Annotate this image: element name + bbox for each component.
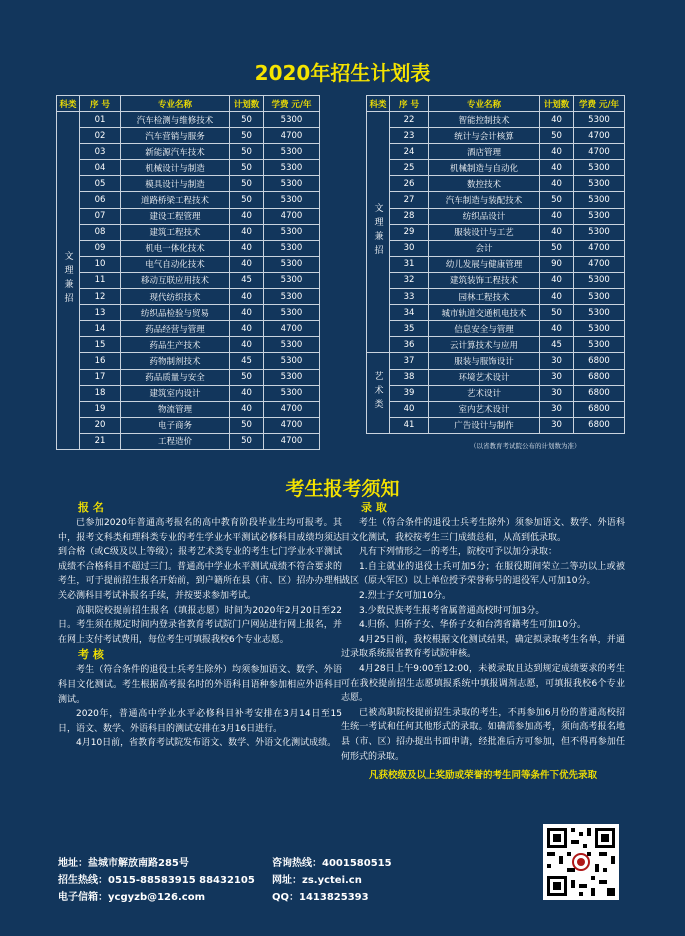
quota-cell: 30 (540, 369, 574, 385)
fee-cell: 5300 (264, 240, 320, 256)
plan-footnote: （以省教育考试院公布的计划数为准） (470, 442, 581, 450)
major-cell: 模具设计与制造 (121, 176, 230, 192)
quota-cell: 50 (230, 369, 264, 385)
quota-cell: 40 (540, 289, 574, 305)
major-cell: 城市轨道交通机电技术 (429, 305, 540, 321)
quota-cell: 45 (540, 337, 574, 353)
number-cell: 08 (80, 224, 121, 240)
fee-cell: 5300 (574, 321, 625, 337)
bonus-item: 4.归侨、归侨子女、华侨子女和台湾省籍考生可加10分。 (359, 620, 587, 631)
quota-cell: 30 (540, 401, 574, 417)
fee-cell: 5300 (574, 160, 625, 176)
hotline-value[interactable]: 0515-88583915 88432105 (108, 875, 255, 886)
table-row (367, 224, 625, 240)
number-cell: 01 (80, 112, 121, 128)
fee-cell: 6800 (574, 353, 625, 369)
quota-cell: 50 (540, 128, 574, 144)
quota-cell: 40 (230, 224, 264, 240)
number-cell: 20 (80, 417, 121, 433)
email-label: 电子信箱： (58, 892, 108, 903)
table-row (367, 272, 625, 288)
major-cell: 酒店管理 (429, 144, 540, 160)
fee-cell: 5300 (574, 337, 625, 353)
number-cell: 04 (80, 160, 121, 176)
number-cell: 36 (390, 337, 429, 353)
major-cell: 建筑室内设计 (121, 385, 230, 401)
qq-value[interactable]: 1413825393 (299, 892, 369, 903)
number-cell: 14 (80, 321, 121, 337)
major-cell: 新能源汽车技术 (121, 144, 230, 160)
major-cell: 服装与服饰设计 (429, 353, 540, 369)
quota-cell: 40 (540, 112, 574, 128)
table-row (57, 401, 320, 417)
consult-label: 咨询热线： (272, 858, 322, 869)
registration-paragraph: 已参加2020年普通高考报名的高中教育阶段毕业生均可报考。其中，报考文科类和理科类专业的考生学业水平测试必修科目成绩均须达到合格（或C级及以上等级）；报考艺术类专业的考生七门学业水平测试成绩不合格科目不超过三门。普通高中学业水平测试成绩不符合要求的考生，可于提前招生报名开始前，到户籍所在县（市、区）招办办理相关必测科目考试补报名手续，并按要求参加考试。 (58, 518, 342, 601)
admission-paragraph: 凡有下列情形之一的考生，院校可予以加分录取： (359, 547, 558, 558)
major-cell: 信息安全与管理 (429, 321, 540, 337)
table-row (57, 144, 320, 160)
table-row (367, 256, 625, 272)
address-label: 地址： (58, 858, 88, 869)
major-cell: 数控技术 (429, 176, 540, 192)
quota-cell: 40 (540, 272, 574, 288)
fee-cell: 6800 (574, 401, 625, 417)
category-cell (367, 353, 390, 433)
address-value: 盐城市解放南路285号 (88, 858, 189, 869)
number-cell: 10 (80, 256, 121, 272)
number-cell: 15 (80, 337, 121, 353)
number-cell: 19 (80, 401, 121, 417)
table-row (57, 433, 320, 449)
fee-cell: 4700 (264, 208, 320, 224)
major-cell: 机电一体化技术 (121, 240, 230, 256)
number-cell: 37 (390, 353, 429, 369)
col-header-quota: 计划数 (540, 96, 574, 112)
table-row (367, 240, 625, 256)
major-cell: 会计 (429, 240, 540, 256)
quota-cell: 45 (230, 353, 264, 369)
major-cell: 服装设计与工艺 (429, 224, 540, 240)
major-cell: 云计算技术与应用 (429, 337, 540, 353)
number-cell: 02 (80, 128, 121, 144)
fee-cell: 5300 (574, 305, 625, 321)
quota-cell: 50 (230, 112, 264, 128)
quota-cell: 40 (230, 337, 264, 353)
fee-cell: 5300 (264, 337, 320, 353)
number-cell: 13 (80, 305, 121, 321)
major-cell: 汽车营销与服务 (121, 128, 230, 144)
major-cell: 汽车制造与装配技术 (429, 192, 540, 208)
quota-cell: 50 (230, 176, 264, 192)
col-header-major: 专业名称 (429, 96, 540, 112)
fee-cell: 5300 (264, 160, 320, 176)
major-cell: 药品生产技术 (121, 337, 230, 353)
col-header-category: 科类 (57, 96, 80, 112)
fee-cell: 5300 (264, 256, 320, 272)
quota-cell: 50 (230, 433, 264, 449)
number-cell: 25 (390, 160, 429, 176)
major-cell: 电气自动化技术 (121, 256, 230, 272)
fee-cell: 4700 (574, 128, 625, 144)
table-row (57, 417, 320, 433)
number-cell: 27 (390, 192, 429, 208)
table-row (57, 160, 320, 176)
table-row (367, 128, 625, 144)
quota-cell: 50 (230, 192, 264, 208)
table-row (57, 353, 320, 369)
major-cell: 园林工程技术 (429, 289, 540, 305)
table-row (57, 224, 320, 240)
category-label: 文理兼招 (372, 202, 383, 259)
email-value[interactable]: ycgyzb@126.com (108, 892, 205, 903)
table-row (367, 144, 625, 160)
quota-cell: 50 (540, 240, 574, 256)
major-cell: 广告设计与制作 (429, 417, 540, 433)
table-row (57, 305, 320, 321)
major-cell: 环境艺术设计 (429, 369, 540, 385)
major-cell: 统计与会计核算 (429, 128, 540, 144)
fee-cell: 5300 (264, 224, 320, 240)
major-cell: 室内艺术设计 (429, 401, 540, 417)
fee-cell: 5300 (264, 369, 320, 385)
quota-cell: 30 (540, 385, 574, 401)
table-row (57, 321, 320, 337)
table-row (367, 369, 625, 385)
fee-cell: 4700 (574, 144, 625, 160)
fee-cell: 5300 (574, 208, 625, 224)
assessment-paragraph: 4月10日前，省教育考试院发布语文、数学、外语文化测试成绩。 (76, 738, 337, 749)
col-header-quota: 计划数 (230, 96, 264, 112)
priority-highlight: 凡获校级及以上奖励或荣誉的考生同等条件下优先录取 (368, 770, 597, 782)
category-label: 艺术类 (372, 370, 383, 413)
quota-cell: 50 (540, 305, 574, 321)
hotline-label: 招生热线： (58, 875, 108, 886)
major-cell: 建筑工程技术 (121, 224, 230, 240)
notice-title: 考生报考须知 (285, 478, 400, 500)
table-row (367, 289, 625, 305)
admission-paragraph: 4月25日前，我校根据文化测试结果，确定拟录取考生名单，并通过录取系统报省教育考试院审核。 (341, 634, 625, 660)
col-header-number: 序 号 (390, 96, 429, 112)
quota-cell: 40 (230, 208, 264, 224)
table-row (57, 256, 320, 272)
major-cell: 物流管理 (121, 401, 230, 417)
major-cell: 药品经营与管理 (121, 321, 230, 337)
fee-cell: 5300 (574, 272, 625, 288)
table-row (367, 112, 625, 128)
notice-left-column (58, 500, 342, 751)
table-row (57, 369, 320, 385)
quota-cell: 30 (540, 353, 574, 369)
fee-cell: 4700 (574, 240, 625, 256)
quota-cell: 50 (230, 160, 264, 176)
major-cell: 药物制剂技术 (121, 353, 230, 369)
number-cell: 03 (80, 144, 121, 160)
number-cell: 11 (80, 272, 121, 288)
table-row (57, 272, 320, 288)
fee-cell: 4700 (264, 417, 320, 433)
table-row (367, 160, 625, 176)
major-cell: 药品质量与安全 (121, 369, 230, 385)
table-row (57, 385, 320, 401)
admission-paragraph: 已被高职院校提前招生录取的考生，不再参加6月份的普通高校招生统一考试和任何其他形式的录取。如确需参加高考，须向高考报名地县（市、区）招办提出书面申请，经批准后方可参加，但不得再参加任何形式的录取。 (341, 707, 625, 762)
number-cell: 23 (390, 128, 429, 144)
web-label: 网址： (272, 875, 302, 886)
table-row (57, 112, 320, 128)
fee-cell: 5300 (574, 289, 625, 305)
quota-cell: 50 (540, 192, 574, 208)
qr-code-icon[interactable] (543, 824, 619, 900)
section-title-registration: 报 名 (78, 501, 104, 514)
number-cell: 40 (390, 401, 429, 417)
consult-line (272, 855, 392, 872)
table-row (367, 208, 625, 224)
major-cell: 现代纺织技术 (121, 289, 230, 305)
number-cell: 22 (390, 112, 429, 128)
number-cell: 16 (80, 353, 121, 369)
fee-cell: 4700 (264, 433, 320, 449)
col-header-fee: 学费 元/年 (574, 96, 625, 112)
quota-cell: 40 (540, 208, 574, 224)
quota-cell: 45 (230, 272, 264, 288)
fee-cell: 5300 (264, 289, 320, 305)
number-cell: 30 (390, 240, 429, 256)
fee-cell: 5300 (264, 112, 320, 128)
major-cell: 艺术设计 (429, 385, 540, 401)
admission-paragraph: 考生（符合条件的退役士兵考生除外）须参加语文、数学、外语科目文化测试，我校按考生三门成绩总和，从高到低录取。 (341, 518, 625, 543)
table-row (57, 240, 320, 256)
number-cell: 12 (80, 289, 121, 305)
number-cell: 31 (390, 256, 429, 272)
web-line (272, 872, 392, 889)
fee-cell: 5300 (574, 192, 625, 208)
major-cell: 建筑装饰工程技术 (429, 272, 540, 288)
quota-cell: 40 (230, 401, 264, 417)
quota-cell: 40 (540, 160, 574, 176)
fee-cell: 5300 (574, 224, 625, 240)
assessment-paragraph: 2020年，普通高中学业水平必修科目补考安排在3月14日至15日，语文、数学、外语科目的测试安排在3月16日进行。 (58, 709, 342, 734)
contact-right (272, 855, 392, 906)
category-cell (57, 112, 80, 450)
fee-cell: 5300 (264, 176, 320, 192)
quota-cell: 50 (230, 128, 264, 144)
quota-cell: 40 (230, 240, 264, 256)
col-header-major: 专业名称 (121, 96, 230, 112)
address-line (58, 855, 255, 872)
col-header-category: 科类 (367, 96, 390, 112)
web-value[interactable]: zs.yctei.cn (302, 875, 362, 886)
table-row (367, 192, 625, 208)
fee-cell: 5300 (264, 305, 320, 321)
number-cell: 18 (80, 385, 121, 401)
fee-cell: 4700 (264, 401, 320, 417)
number-cell: 05 (80, 176, 121, 192)
major-cell: 纺织品检验与贸易 (121, 305, 230, 321)
quota-cell: 40 (540, 144, 574, 160)
quota-cell: 50 (230, 417, 264, 433)
number-cell: 26 (390, 176, 429, 192)
quota-cell: 40 (540, 176, 574, 192)
number-cell: 28 (390, 208, 429, 224)
assessment-paragraph: 考生（符合条件的退役士兵考生除外）均须参加语文、数学、外语科目文化测试。考生根据高考报名时的外语科目语种参加相应外语科目测试。 (58, 665, 342, 705)
consult-value[interactable]: 4001580515 (322, 858, 392, 869)
quota-cell: 40 (540, 224, 574, 240)
number-cell: 21 (80, 433, 121, 449)
number-cell: 09 (80, 240, 121, 256)
number-cell: 41 (390, 417, 429, 433)
registration-paragraph: 高职院校提前招生报名（填报志愿）时间为2020年2月20日至22日。考生须在规定时间内登录省教育考试院门户网站进行网上报名，并在网上支付考试费用，每位考生可填报我校6个专业志愿。 (58, 605, 342, 645)
category-cell (367, 112, 390, 353)
number-cell: 29 (390, 224, 429, 240)
quota-cell: 40 (230, 289, 264, 305)
category-label: 文理兼招 (62, 250, 73, 307)
number-cell: 34 (390, 305, 429, 321)
table-row (367, 385, 625, 401)
email-line (58, 889, 255, 906)
table-row (367, 321, 625, 337)
fee-cell: 4700 (574, 256, 625, 272)
table-row (57, 128, 320, 144)
number-cell: 32 (390, 272, 429, 288)
bonus-item: 3.少数民族考生报考省属普通高校时可加3分。 (359, 605, 545, 616)
quota-cell: 30 (540, 417, 574, 433)
major-cell: 幼儿发展与健康管理 (429, 256, 540, 272)
contact-left (58, 855, 255, 906)
quota-cell: 40 (540, 321, 574, 337)
major-cell: 智能控制技术 (429, 112, 540, 128)
table-row (57, 337, 320, 353)
col-header-number: 序 号 (80, 96, 121, 112)
bonus-item: 2.烈士子女可加10分。 (359, 590, 452, 601)
major-cell: 机械制造与自动化 (429, 160, 540, 176)
table-row (367, 176, 625, 192)
table-row (367, 401, 625, 417)
table-row (367, 417, 625, 433)
fee-cell: 5300 (264, 353, 320, 369)
section-title-assessment: 考 核 (78, 648, 104, 662)
quota-cell: 90 (540, 256, 574, 272)
number-cell: 07 (80, 208, 121, 224)
fee-cell: 6800 (574, 417, 625, 433)
number-cell: 38 (390, 369, 429, 385)
number-cell: 06 (80, 192, 121, 208)
fee-cell: 5300 (264, 272, 320, 288)
quota-cell: 40 (230, 305, 264, 321)
major-cell: 机械设计与制造 (121, 160, 230, 176)
quota-cell: 50 (230, 144, 264, 160)
table-row (57, 289, 320, 305)
major-cell: 移动互联应用技术 (121, 272, 230, 288)
fee-cell: 5300 (264, 192, 320, 208)
table-row (367, 337, 625, 353)
fee-cell: 5300 (574, 112, 625, 128)
fee-cell: 4700 (264, 128, 320, 144)
table-row (57, 208, 320, 224)
fee-cell: 6800 (574, 369, 625, 385)
table-row (367, 305, 625, 321)
number-cell: 17 (80, 369, 121, 385)
plan-table-right (366, 95, 625, 434)
number-cell: 24 (390, 144, 429, 160)
major-cell: 电子商务 (121, 417, 230, 433)
qq-line (272, 889, 392, 906)
number-cell: 33 (390, 289, 429, 305)
number-cell: 39 (390, 385, 429, 401)
quota-cell: 40 (230, 321, 264, 337)
admission-paragraph: 4月28日上午9:00至12:00，未被录取且达到规定成绩要求的考生可在我校提前招生志愿填报系统中填报调剂志愿，可填报我校6个专业志愿。 (341, 663, 625, 704)
fee-cell: 5300 (264, 144, 320, 160)
col-header-fee: 学费 元/年 (264, 96, 320, 112)
plan-title: 2020年招生计划表 (254, 61, 431, 85)
plan-table-left (56, 95, 320, 450)
table-row (367, 353, 625, 369)
fee-cell: 5300 (264, 385, 320, 401)
quota-cell: 40 (230, 385, 264, 401)
fee-cell: 5300 (574, 176, 625, 192)
major-cell: 工程造价 (121, 433, 230, 449)
hotline-line (58, 872, 255, 889)
quota-cell: 40 (230, 256, 264, 272)
fee-cell: 6800 (574, 385, 625, 401)
table-row (57, 192, 320, 208)
section-title-admission: 录 取 (361, 501, 387, 514)
major-cell: 建设工程管理 (121, 208, 230, 224)
fee-cell: 4700 (264, 321, 320, 337)
number-cell: 35 (390, 321, 429, 337)
table-row (57, 176, 320, 192)
major-cell: 汽车检测与维修技术 (121, 112, 230, 128)
major-cell: 纺织品设计 (429, 208, 540, 224)
qq-label: QQ： (272, 892, 300, 903)
notice-right-column (341, 500, 625, 784)
major-cell: 道路桥梁工程技术 (121, 192, 230, 208)
bonus-item: 1.自主就业的退役士兵可加5分；在服役期间荣立二等功以上或被战区（原大军区）以上单位授予荣誉称号的退役军人可加10分。 (341, 561, 625, 587)
